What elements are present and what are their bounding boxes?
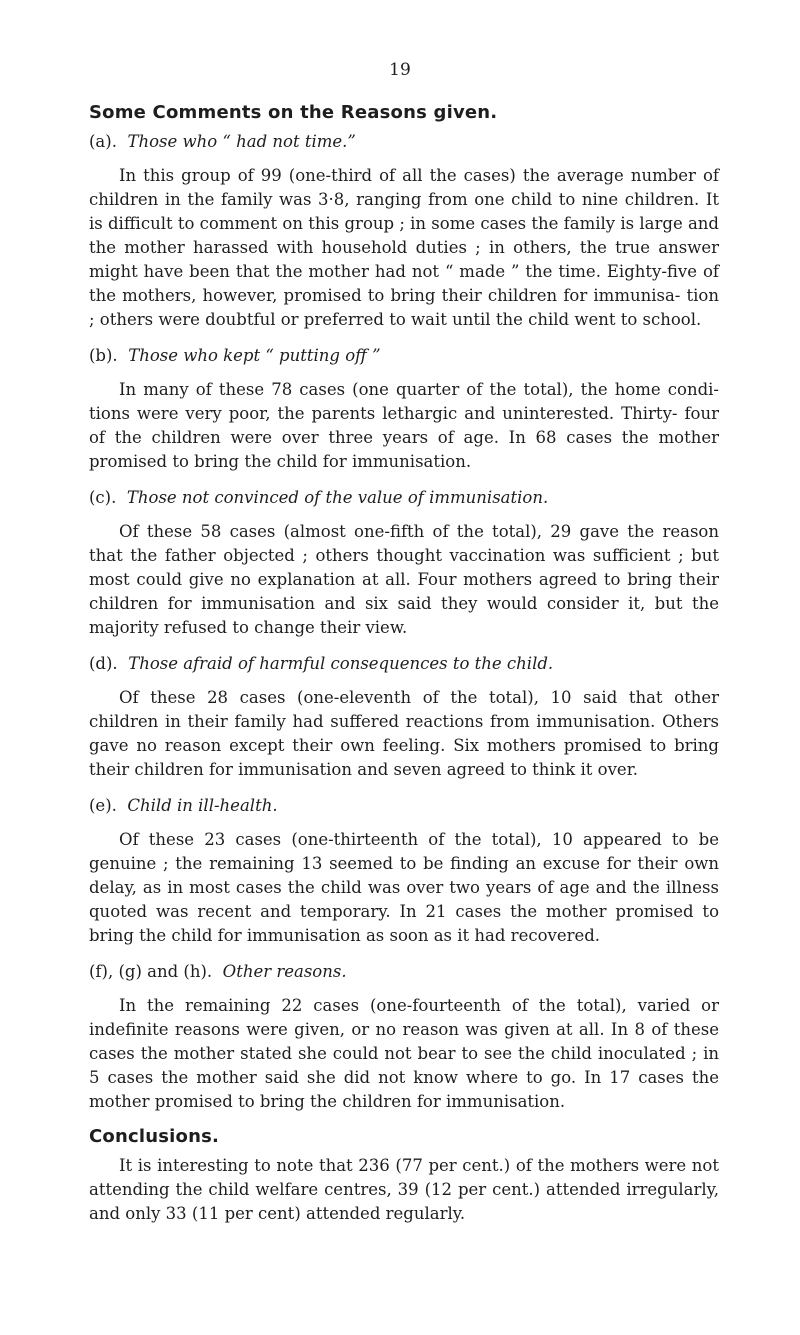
subheading-d-title: Those afraid of harmful consequences to the child. — [128, 654, 554, 673]
subheading-fgh-label: (f), (g) and (h). — [89, 962, 213, 981]
paragraph-d: Of these 28 cases (one-eleventh of the total), 10 said that other children in their family had suffered reactions from immunisation. Others gave no reason except their own feeling. Six mothers promised to bring their children for immunisation and seven agreed to think it over. — [89, 688, 719, 779]
paragraph-a: In this group of 99 (one-third of all the cases) the average number of children in the family was 3·8, ranging from one child to nine children. It is difficult to comment on this group ; in some cases the family is large and the mother harassed with household duties ; in others, the true answer might have been that the mother had not “ made ” the time. Eighty-five of the mothers, however, promised to bring their children for immunisa- tion ; others were doubtful or preferred to wait until the child went to school. — [89, 166, 719, 329]
subheading-a-label: (a). — [89, 132, 117, 151]
section-heading-conclusions: Conclusions. — [89, 1126, 220, 1147]
subheading-e-title: Child in ill-health. — [127, 796, 278, 815]
paragraph-fgh: In the remaining 22 cases (one-fourteenth of the total), varied or indefinite reasons were given, or no reason was given at all. In 8 of these cases the mother stated she could not bear to see the child inoculated ; in 5 cases the mother said she did not know where to go. In 17 cases the mother promised to bring the children for immunisation. — [89, 996, 719, 1111]
subheading-c-label: (c). — [89, 488, 117, 507]
subheading-e — [89, 794, 719, 818]
subheading-a — [89, 130, 719, 154]
subheading-b — [89, 344, 719, 368]
subheading-fgh-title: Other reasons. — [222, 962, 347, 981]
subheading-b-label: (b). — [89, 346, 118, 365]
paragraph-b: In many of these 78 cases (one quarter of the total), the home condi- tions were very poor, the parents lethargic and uninterested. Thirty- four of the children were over three years of age. In 68 cases the mother promised to bring the child for immunisation. — [89, 380, 719, 471]
subheading-c-title: Those not convinced of the value of immunisation. — [126, 488, 549, 507]
subheading-d-label: (d). — [89, 654, 118, 673]
subheading-a-title: Those who “ had not time.” — [127, 132, 356, 151]
section-heading-reasons: Some Comments on the Reasons given. — [89, 102, 498, 123]
page-number: 19 — [389, 60, 411, 80]
subheading-b-title: Those who kept “ putting off ” — [128, 346, 381, 365]
subheading-d — [89, 652, 719, 676]
paragraph-c: Of these 58 cases (almost one-fifth of the total), 29 gave the reason that the father objected ; others thought vaccination was sufficient ; but most could give no explanation at all. Four mothers agreed to bring their children for immunisation and six said they would consider it, but the majority refused to change their view. — [89, 522, 719, 637]
paragraph-conclusions: It is interesting to note that 236 (77 per cent.) of the mothers were not attending the child welfare centres, 39 (12 per cent.) attended irregularly, and only 33 (11 per cent) attended regularly. — [89, 1156, 719, 1223]
subheading-e-label: (e). — [89, 796, 117, 815]
subheading-fgh — [89, 960, 719, 984]
document-body — [89, 102, 719, 1238]
paragraph-e: Of these 23 cases (one-thirteenth of the total), 10 appeared to be genuine ; the remaining 13 seemed to be finding an excuse for their own delay, as in most cases the child was over two years of age and the illness quoted was recent and temporary. In 21 cases the mother promised to bring the child for immunisation as soon as it had recovered. — [89, 830, 719, 945]
subheading-c — [89, 486, 719, 510]
